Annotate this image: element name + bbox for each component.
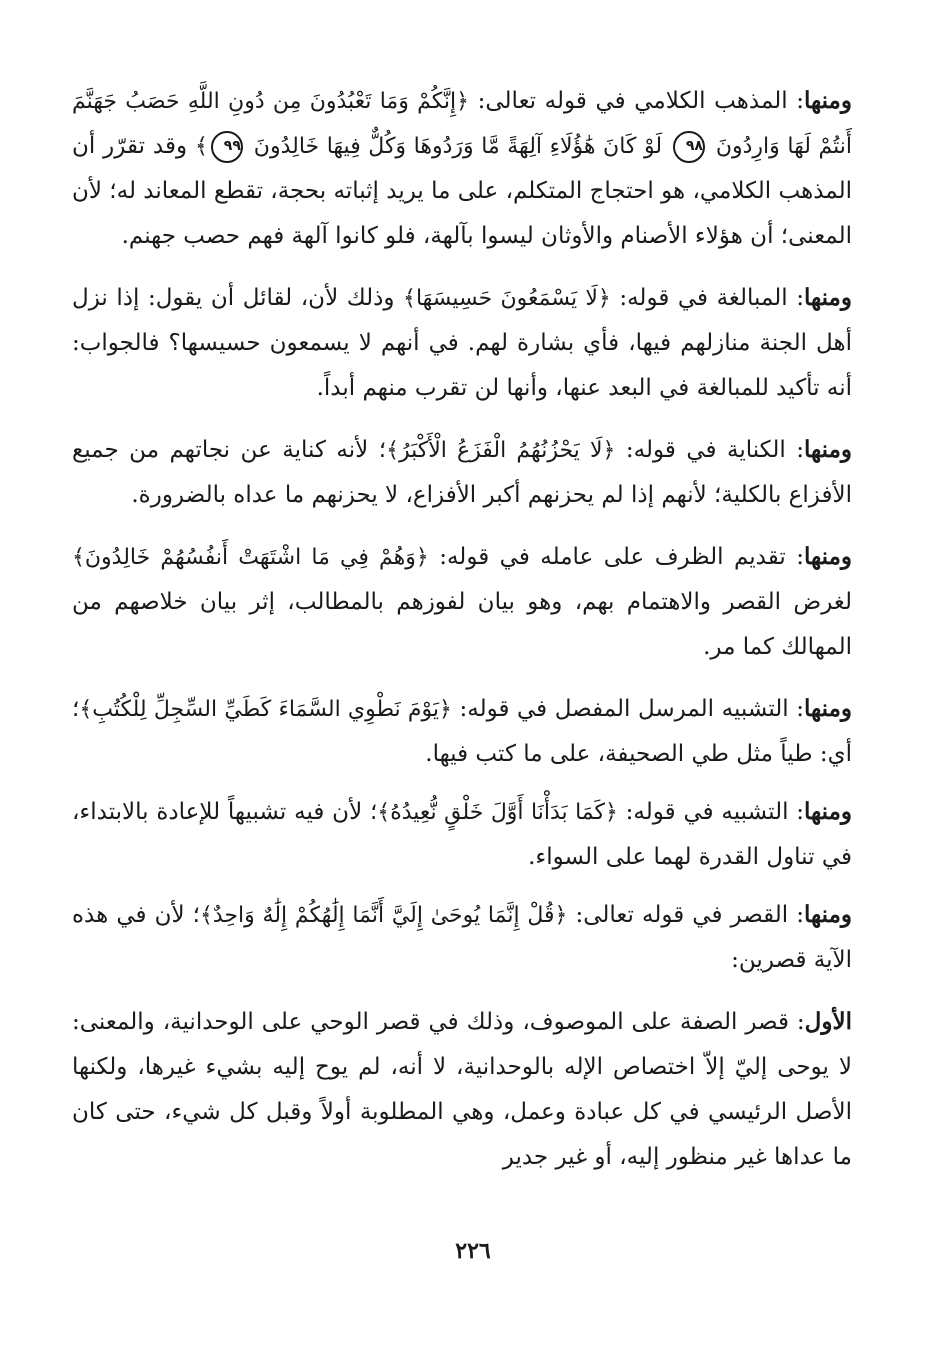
quran-verse: ﴿كَمَا بَدَأْنَا أَوَّلَ خَلْقٍ نُّعِيدُهُ﴾ [377,800,618,825]
page-number: ٢٢٦ [455,1238,491,1264]
paragraph-text: : التشبيه في قوله: [617,799,805,825]
page-body [72,78,852,1196]
verse-number-marker: ٩٨ [673,131,705,163]
quran-verse: ﴿لَا يَسْمَعُونَ حَسِيسَهَا﴾ [403,286,611,311]
paragraph-1 [72,78,852,259]
quran-verse: ﴿لَا يَحْزُنُهُمُ الْفَزَعُ الْأَكْبَرُ﴾ [386,438,616,463]
paragraph-7 [72,892,852,983]
quran-verse: ﴿وَهُمْ فِي مَا اشْتَهَتْ أَنفُسُهُمْ خَالِدُونَ﴾ [72,545,429,570]
paragraph-lead: ومنها [804,901,853,928]
paragraph-text: : تقديم الظرف على عامله في قوله: [428,544,805,570]
paragraph-6 [72,789,852,880]
paragraph-2 [72,275,852,411]
paragraph-lead: ومنها [804,87,852,114]
paragraph-lead: ومنها [804,798,852,825]
paragraph-4 [72,534,852,670]
paragraph-text: : المذهب الكلامي في قوله تعالى: [469,88,804,114]
paragraph-text: : القصر في قوله تعالى: [567,902,805,928]
paragraph-lead: ومنها [804,695,852,722]
paragraph-text: وذلك لأن، لقائل أن يقول: إذا نزل أهل الجنة منازلهم فيها، فأي بشارة لهم. في أنهم لا يسمعون حسيسها؟ فالجواب: أنه تأكيد للمبالغة في البعد عنها، وأنها لن تقرب منهم أبداً. [72,285,852,401]
paragraph-lead: ومنها [804,436,853,463]
paragraph-text: وقد تقرّر أن المذهب الكلامي، هو احتجاج المتكلم، على ما يريد إثباته بحجة، تقطع المعاند له؛ لأن المعنى؛ أن هؤلاء الأصنام والأوثان ليسوا بآلهة، فلو كانوا آلهة فهم حصب جهنم. [71,133,852,249]
quran-verse: ﴿إِنَّكُمْ وَمَا تَعْبُدُونَ مِن دُونِ اللَّهِ حَصَبُ جَهَنَّمَ أَنتُمْ لَهَا وَارِدُونَ [72,89,853,159]
verse-number-marker: ٩٩ [211,131,243,163]
paragraph-text: : المبالغة في قوله: [610,285,804,311]
quran-verse: لَوْ كَانَ هَٰؤُلَاءِ آلِهَةً مَّا وَرَدُوهَا وَكُلٌّ فِيهَا خَالِدُونَ [253,134,663,159]
paragraph-3 [72,427,852,518]
paragraph-text: ؛ لأنه كناية عن نجاتهم من جميع الأفزاع بالكلية؛ لأنهم إذا لم يحزنهم أكبر الأفزاع، لا يحزنهم ما عداه بالضرورة. [72,437,852,508]
paragraph-text: ؛ لأن في هذه الآية قصرين: [72,902,852,973]
paragraph-8 [72,999,852,1180]
paragraph-text: لغرض القصر والاهتمام بهم، وهو بيان لفوزهم بالمطالب، إثر بيان خلاصهم من المهالك كما مر. [72,589,852,660]
paragraph-lead: ومنها [804,284,852,311]
paragraph-lead: الأول [804,1008,852,1035]
paragraph-lead: ومنها [804,543,852,570]
paragraph-text: : الكناية في قوله: [615,437,805,463]
paragraph-text: : قصر الصفة على الموصوف، وذلك في قصر الوحي على الوحدانية، والمعنى: لا يوحى إليّ إلاّ اختصاص الإله بالوحدانية، لا أنه، لم يوح إليه بشيء غيرها، ولكنها الأصل الرئيسي في كل عبادة وعمل، وهي المطلوبة أولاً وقبل كل شيء، حتى كان ما عداها غير منظور إليه، أو غير جدير [72,1009,852,1170]
quran-verse: ﴿يَوْمَ نَطْوِي السَّمَاءَ كَطَيِّ السِّجِلِّ لِلْكُتُبِ﴾ [79,697,452,722]
paragraph-text: ؛ أي: طياً مثل طي الصحيفة، على ما كتب فيها. [72,696,852,767]
paragraph-text: : التشبيه المرسل المفصل في قوله: [451,696,805,722]
quran-verse-close: ﴾ [195,134,208,159]
paragraph-5 [72,686,852,777]
quran-verse: ﴿قُلْ إِنَّمَا يُوحَىٰ إِلَيَّ أَنَّمَا إِلَٰهُكُمْ إِلَٰهٌ وَاحِدٌ﴾ [199,903,568,928]
paragraph-text: ؛ لأن فيه تشبيهاً للإعادة بالابتداء، في تناول القدرة لهما على السواء. [72,799,852,870]
